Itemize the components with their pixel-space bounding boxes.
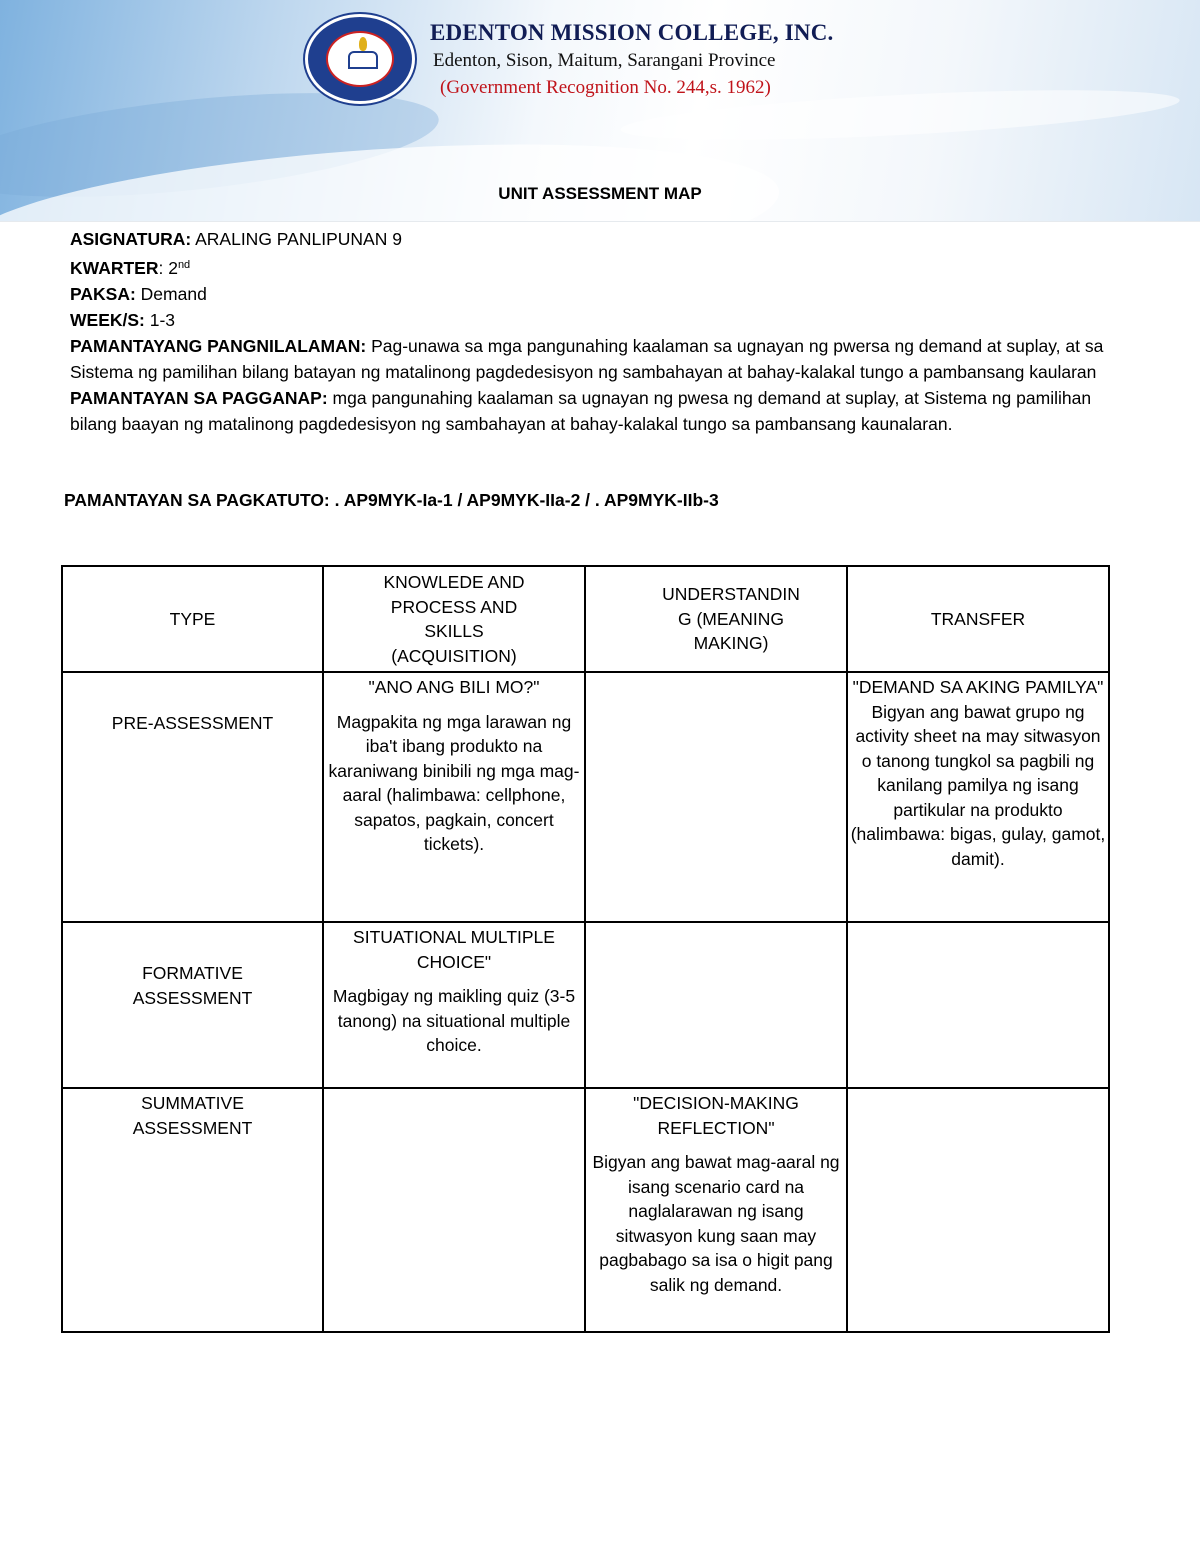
table-row — [62, 922, 1109, 1088]
college-seal-logo — [305, 14, 415, 104]
header-knowledge: KNOWLEDE AND PROCESS AND SKILLS (ACQUISITION) — [323, 566, 585, 672]
government-recognition: (Government Recognition No. 244,s. 1962) — [440, 77, 771, 98]
activity-title: "ANO ANG BILI MO?" — [368, 677, 540, 697]
activity-description: Bigyan ang bawat mag-aaral ng isang scenario card na naglalarawan ng isang sitwasyon kung saan may pagbabago sa isa o higit pang salik ng demand. — [592, 1152, 840, 1295]
type-cell: SUMMATIVE ASSESSMENT — [62, 1088, 323, 1332]
pagkatuto-line: PAMANTAYAN SA PAGKATUTO: . AP9MYK-Ia-1 / AP9MYK-IIa-2 / . AP9MYK-IIb-3 — [64, 490, 719, 510]
pangnilalaman-paragraph — [70, 333, 1130, 385]
course-info — [70, 226, 1130, 437]
pagganap-value: mga pangunahing kaalaman sa ugnayan ng pwesa ng demand at suplay, at Sistema ng pamilihan bilang baayan ng matalinong pagdedesisyon ng sambahayan at bahay-kalakal tungo sa pambansang kaunalaran. — [70, 388, 1092, 434]
header-transfer: TRANSFER — [847, 566, 1109, 672]
kwarter-suffix: nd — [177, 259, 191, 271]
paksa-value: Demand — [135, 284, 207, 304]
type-cell: PRE-ASSESSMENT — [62, 672, 323, 922]
table-row — [62, 672, 1109, 922]
pagganap-label: PAMANTAYAN SA PAGGANAP: — [70, 388, 328, 408]
weeks-label: WEEK/S: — [70, 310, 145, 330]
kwarter-row — [70, 252, 1130, 281]
understanding-cell — [585, 672, 847, 922]
paksa-label: PAKSA: — [70, 284, 136, 304]
college-address: Edenton, Sison, Maitum, Sarangani Province — [433, 50, 776, 71]
header-type: TYPE — [62, 566, 323, 672]
activity-title: "DECISION-MAKING REFLECTION" — [633, 1093, 799, 1138]
knowledge-cell — [323, 672, 585, 922]
table-row — [62, 1088, 1109, 1332]
asignatura-label: ASIGNATURA: — [70, 229, 192, 249]
transfer-cell — [847, 1088, 1109, 1332]
kwarter-value: : 2 — [158, 258, 178, 278]
understanding-cell — [585, 1088, 847, 1332]
pagganap-paragraph — [70, 385, 1130, 437]
assessment-map-table — [61, 565, 1110, 1333]
transfer-cell — [847, 922, 1109, 1088]
activity-description: Magpakita ng mga larawan ng iba't ibang produkto na karaniwang binibili ng mga mag-aaral (halimbawa: cellphone, sapatos, pagkain, concert tickets). — [328, 711, 580, 854]
knowledge-cell — [323, 922, 585, 1088]
type-cell: FORMATIVE ASSESSMENT — [62, 922, 323, 1088]
pangnilalaman-value: Pag-unawa sa mga pangunahing kaalaman sa ugnayan ng pwersa ng demand at suplay, at sa Sistema ng pamilihan bilang batayan ng matalinong pagdedesisyon ng sambahayan at bahay-kalakal tungo a pambansang kaularan — [70, 336, 1104, 382]
knowledge-cell — [323, 1088, 585, 1332]
understanding-cell — [585, 922, 847, 1088]
weeks-row — [70, 307, 1130, 333]
header-understanding: UNDERSTANDIN G (MEANING MAKING) — [585, 566, 847, 672]
activity-description: Bigyan ang bawat grupo ng activity sheet na may sitwasyon o tanong tungkol sa pagbili ng kanilang pamilya ng isang partikular na produkto (halimbawa: bigas, gulay, gamot, damit). — [850, 701, 1106, 869]
kwarter-label: KWARTER — [70, 258, 159, 278]
paksa-row — [70, 281, 1130, 307]
seal-flame-icon — [359, 37, 367, 51]
asignatura-row — [70, 226, 1130, 252]
asignatura-value: ARALING PANLIPUNAN 9 — [191, 229, 402, 249]
activity-title: SITUATIONAL MULTIPLE CHOICE" — [353, 927, 555, 972]
table-header-row — [62, 566, 1109, 672]
pangnilalaman-label: PAMANTAYANG PANGNILALAMAN: — [70, 336, 367, 356]
activity-title: "DEMAND SA AKING PAMILYA" — [852, 677, 1104, 697]
college-name: EDENTON MISSION COLLEGE, INC. — [430, 20, 834, 45]
weeks-value: 1-3 — [144, 310, 176, 330]
transfer-cell — [847, 672, 1109, 922]
activity-description: Magbigay ng maikling quiz (3-5 tanong) na situational multiple choice. — [332, 986, 576, 1055]
seal-book-icon — [348, 51, 378, 69]
document-title: UNIT ASSESSMENT MAP — [498, 184, 702, 203]
